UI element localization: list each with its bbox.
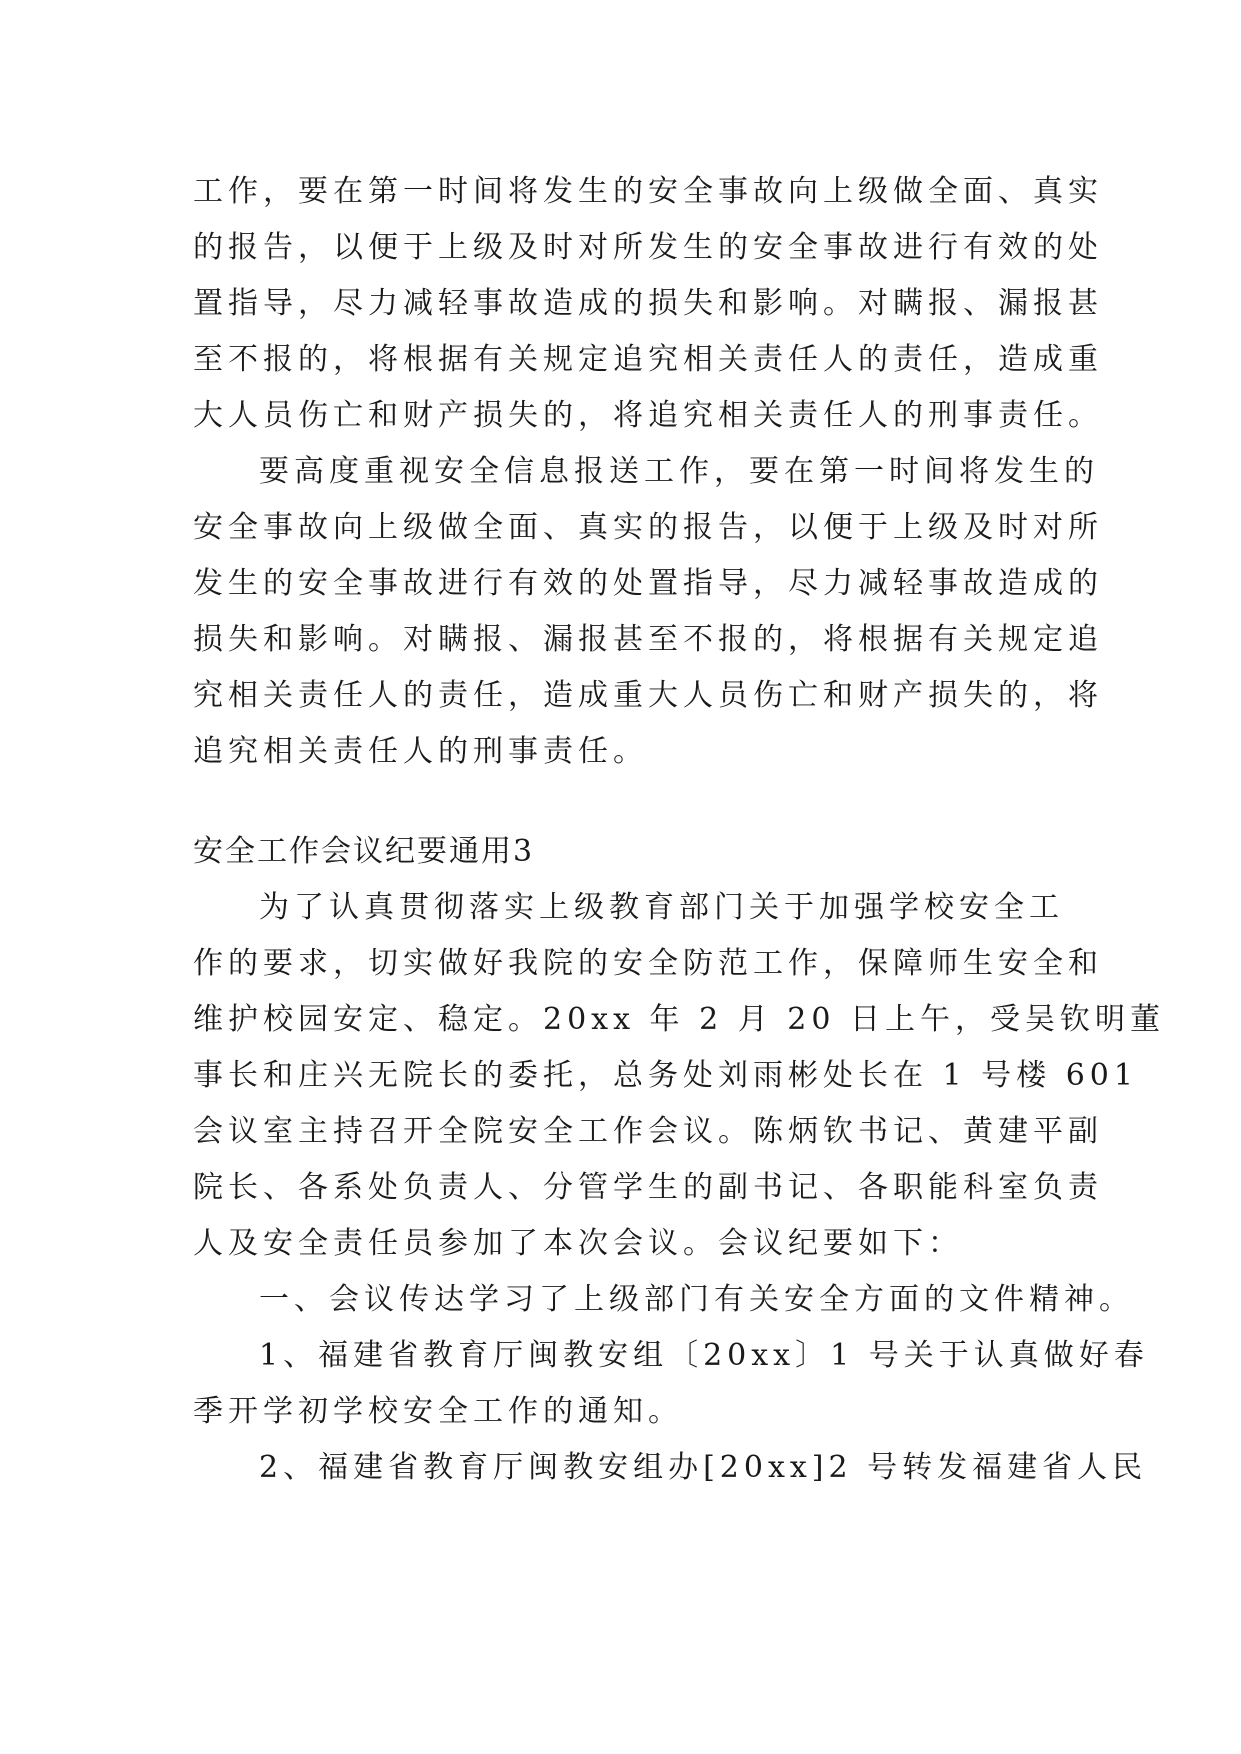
- text-line: 院长、各系处负责人、分管学生的副书记、各职能科室负责: [193, 1170, 1103, 1205]
- text-line: 追究相关责任人的刑事责任。: [193, 734, 648, 769]
- section-heading: 安全工作会议纪要通用3: [193, 834, 535, 869]
- text-line: 1、福建省教育厅闽教安组〔20xx〕1 号关于认真做好春: [259, 1338, 1149, 1373]
- text-line: 发生的安全事故进行有效的处置指导，尽力减轻事故造成的: [193, 566, 1103, 601]
- text-line: 事长和庄兴无院长的委托，总务处刘雨彬处长在 1 号楼 601: [193, 1058, 1138, 1093]
- item-intro: 一、会议传达学习了上级部门有关安全方面的文件精神。: [259, 1282, 1134, 1317]
- text-line: 为了认真贯彻落实上级教育部门关于加强学校安全工: [259, 890, 1064, 925]
- text-line: 损失和影响。对瞒报、漏报甚至不报的，将根据有关规定追: [193, 622, 1103, 657]
- text-line: 人及安全责任员参加了本次会议。会议纪要如下：: [193, 1226, 963, 1261]
- text-line: 维护校园安定、稳定。20xx 年 2 月 20 日上午，受吴钦明董: [193, 1002, 1165, 1037]
- document-body: [193, 164, 1165, 1496]
- text-line: 安全事故向上级做全面、真实的报告，以便于上级及时对所: [193, 510, 1103, 545]
- text-line: 工作，要在第一时间将发生的安全事故向上级做全面、真实: [193, 174, 1103, 209]
- text-line: 置指导，尽力减轻事故造成的损失和影响。对瞒报、漏报甚: [193, 286, 1103, 321]
- paragraph-safety-reporting: [193, 444, 1103, 780]
- text-line: 会议室主持召开全院安全工作会议。陈炳钦书记、黄建平副: [193, 1114, 1103, 1149]
- section-gap: [193, 780, 1053, 824]
- text-line: 季开学初学校安全工作的通知。: [193, 1394, 683, 1429]
- text-line: 作的要求，切实做好我院的安全防范工作，保障师生安全和: [193, 946, 1103, 981]
- paragraph-continuation: [193, 164, 1103, 444]
- text-line: 的报告，以便于上级及时对所发生的安全事故进行有效的处: [193, 230, 1103, 265]
- paragraph-meeting-intro: [193, 880, 1165, 1272]
- list-item-2: [193, 1440, 1148, 1496]
- text-line: 究相关责任人的责任，造成重大人员伤亡和财产损失的，将: [193, 678, 1103, 713]
- text-line: 要高度重视安全信息报送工作，要在第一时间将发生的: [259, 454, 1099, 489]
- text-line: 至不报的，将根据有关规定追究相关责任人的责任，造成重: [193, 342, 1103, 377]
- list-item-1: [193, 1328, 1149, 1440]
- text-line: 2、福建省教育厅闽教安组办[20xx]2 号转发福建省人民: [259, 1450, 1148, 1485]
- text-line: 大人员伤亡和财产损失的，将追究相关责任人的刑事责任。: [193, 398, 1103, 433]
